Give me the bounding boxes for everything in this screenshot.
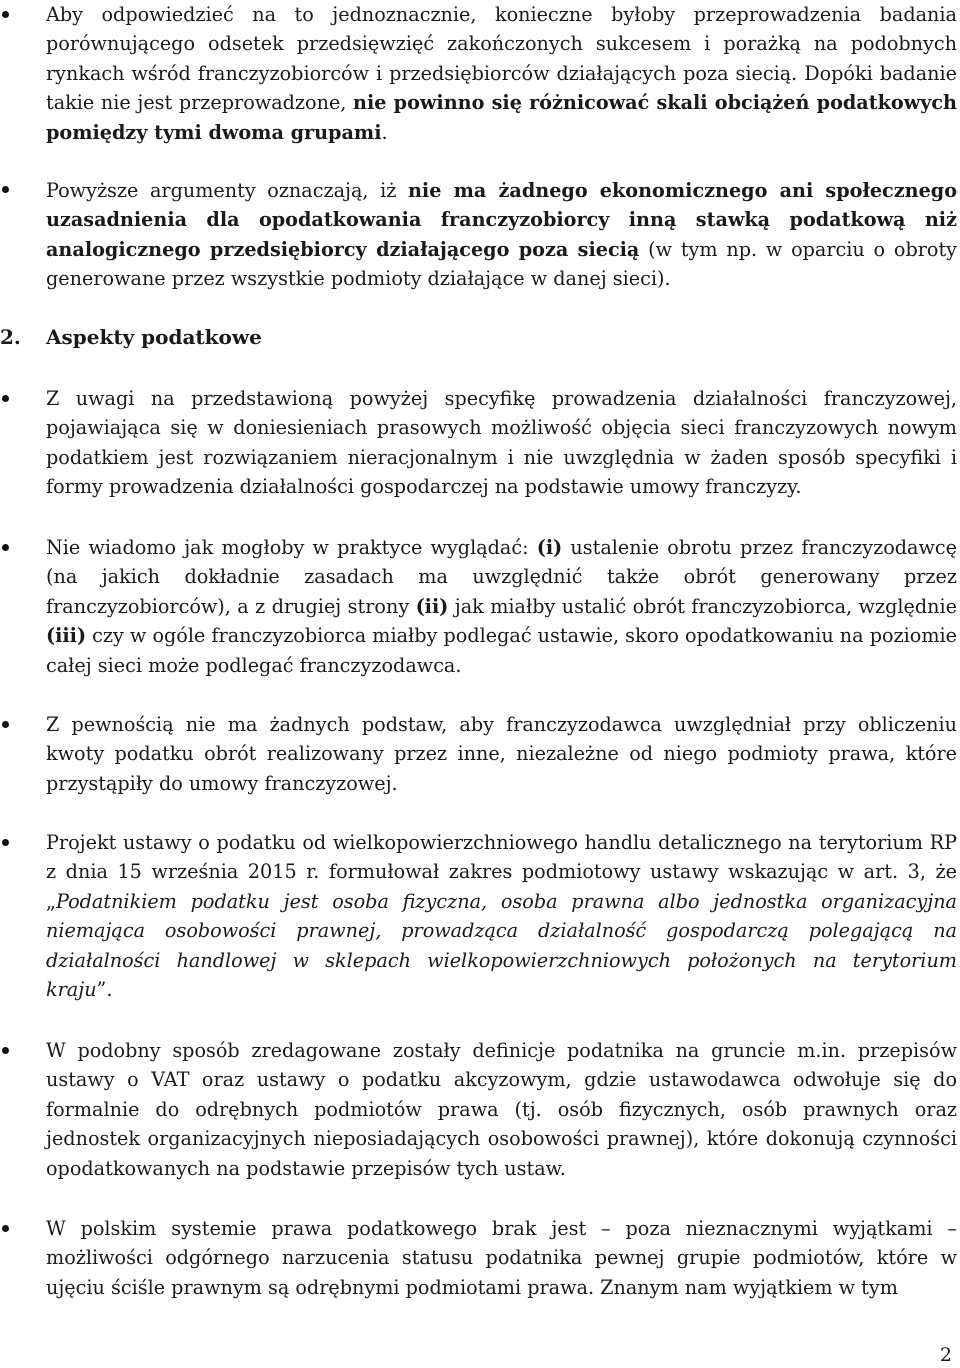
bullet-marker	[2, 1047, 9, 1054]
text-run: Z pewnością nie ma żadnych podstaw, aby franczyzodawca uwzględniał przy obliczeniu kwoty podatku obrót realizowany przez inne, niezależne od niego podmioty prawa, które przystąpiły do umowy franczyzowej.	[46, 713, 957, 795]
italic-text-run: Podatnikiem podatku jest osoba fizyczna, osoba prawna albo jednostka organizacyjna niemająca osobowości prawnej, prowadząca działalność gospodarczą polegającą na działalności handlowej w sklepach wielkopowierzchniowych położonych na terytorium kraju	[46, 889, 957, 1002]
text-run: W polskim systemie prawa podatkowego brak jest – poza nieznacznymi wyjątkami – możliwości odgórnego narzucenia statusu podatnika pewnej grupie podmiotów, które w ujęciu ściśle prawnym są odrębnymi podmiotami prawa. Znanym nam wyjątkiem w tym	[46, 1217, 957, 1299]
bold-text-run: (iii)	[46, 624, 87, 648]
paragraph	[46, 1214, 957, 1302]
text-run: Nie wiadomo jak mogłoby w praktyce wyglądać:	[46, 536, 537, 559]
section-number: 2.	[0, 325, 21, 349]
bold-text-run: nie powinno się różnicować skali obciążeń podatkowych pomiędzy tymi dwoma grupami	[46, 91, 957, 144]
text-run: ”.	[96, 978, 113, 1002]
paragraph	[46, 176, 957, 294]
page-number: 2	[939, 1344, 952, 1366]
paragraph	[46, 1036, 957, 1183]
text-run: .	[381, 120, 388, 144]
bold-text-run: (ii)	[415, 594, 449, 618]
bullet-marker	[2, 395, 9, 402]
bullet-marker	[2, 721, 9, 728]
text-run: Aby odpowiedzieć na to jednoznacznie, konieczne byłoby przeprowadzenia badania porównującego odsetek przedsięwzięć zakończonych sukcesem i porażką na podobnych rynkach wśród franczyzobiorców i przedsiębiorców działających poza siecią. Dopóki badanie takie nie jest przeprowadzone,	[46, 3, 957, 115]
text-run: czy w ogóle franczyzobiorca miałby podlegać ustawie, skoro opodatkowaniu na poziomie całej sieci może podlegać franczyzodawca.	[46, 624, 958, 677]
text-run: ustalenie obrotu przez franczyzodawcę (na jakich dokładnie zasadach ma uwzględnić także obrót generowany przez franczyzobiorców), a z drugiej strony	[46, 536, 957, 618]
text-run: Powyższe argumenty oznaczają, iż	[46, 179, 408, 202]
bullet-marker	[2, 1225, 9, 1232]
paragraph	[46, 710, 957, 798]
paragraph	[46, 384, 957, 502]
paragraph	[46, 0, 957, 147]
bullet-marker	[2, 186, 9, 193]
bold-text-run: (i)	[536, 536, 563, 559]
section-heading	[0, 323, 262, 352]
text-run: jak miałby ustalić obrót franczyzobiorca, względnie	[448, 594, 957, 618]
bold-text-run: nie ma żadnego ekonomicznego ani społecznego uzasadnienia dla opodatkowania franczyzobiorcy inną stawką podatkową niż analogicznego przedsiębiorcy działającego poza siecią	[46, 179, 957, 261]
bullet-marker	[2, 839, 9, 846]
bullet-marker	[2, 544, 9, 551]
text-run: W podobny sposób zredagowane zostały definicje podatnika na gruncie m.in. przepisów ustawy o VAT oraz ustawy o podatku akcyzowym, gdzie ustawodawca odwołuje się do formalnie do odrębnych podmiotów prawa (tj. osób fizycznych, osób prawnych oraz jednostek organizacyjnych nieposiadających osobowości prawnej), które dokonują czynności opodatkowanych na podstawie przepisów tych ustaw.	[46, 1039, 957, 1180]
paragraph	[46, 828, 957, 1004]
text-run: Projekt ustawy o podatku od wielkopowierzchniowego handlu detalicznego na terytorium RP z dnia 15 września 2015 r. formułował zakres podmiotowy ustawy wskazując w art. 3, że „	[46, 831, 957, 913]
text-run: Z uwagi na przedstawioną powyżej specyfikę prowadzenia działalności franczyzowej, pojawiająca się w doniesieniach prasowych możliwość objęcia sieci franczyzowych nowym podatkiem jest rozwiązaniem nieracjonalnym i nie uwzględnia w żaden sposób specyfiki i formy prowadzenia działalności gospodarczej na podstawie umowy franczyzy.	[46, 387, 957, 499]
bullet-marker	[2, 11, 9, 18]
paragraph	[46, 533, 957, 680]
text-run: (w tym np. w oparciu o obroty generowane przez wszystkie podmioty działające w danej sieci).	[46, 237, 957, 291]
section-title: Aspekty podatkowe	[46, 325, 262, 349]
